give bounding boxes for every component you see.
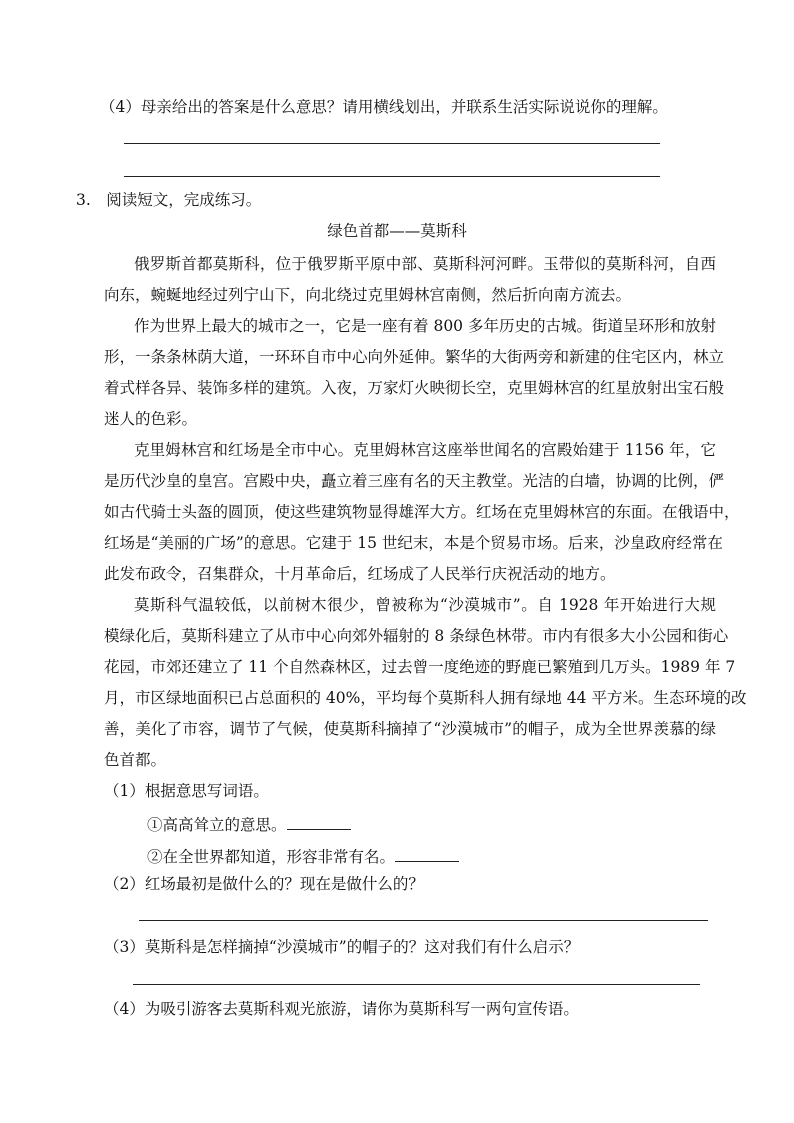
paragraph-line: 作为世界上最大的城市之一，它是一座有着 800 多年历史的古城。街道呈环形和放射	[134, 317, 716, 335]
answer-line	[124, 176, 660, 177]
prev-question-4: （4）母亲给出的答案是什么意思？请用横线划出，并联系生活实际说说你的理解。	[100, 98, 668, 116]
subquestion-4: （4）为吸引游客去莫斯科观光旅游，请你为莫斯科写一两句宣传语。	[104, 1000, 579, 1018]
paragraph-line: 月，市区绿地面积已占总面积的 40%，平均每个莫斯科人拥有绿地 44 平方米。生态环境的改	[104, 689, 747, 707]
subquestion-1b	[147, 845, 459, 867]
paragraph-line: 红场是“美丽的广场”的意思。它建于 15 世纪末，本是个贸易市场。后来，沙皇政府经常在	[104, 534, 723, 552]
subquestion-3: （3）莫斯科是怎样摘掉“沙漠城市”的帽子的？这对我们有什么启示？	[104, 938, 580, 956]
paragraph-line: 克里姆林宫和红场是全市中心。克里姆林宫这座举世闻名的宫殿始建于 1156 年，它	[134, 441, 716, 459]
subquestion-1a-text: ①高高耸立的意思。	[147, 816, 287, 834]
answer-blank[interactable]	[395, 845, 459, 862]
answer-line[interactable]	[139, 920, 708, 921]
paragraph-line: 莫斯科气温较低，以前树木很少，曾被称为“沙漠城市”。自 1928 年开始进行大规	[134, 596, 716, 614]
paragraph-line: 花园，市郊还建立了 11 个自然森林区，过去曾一度绝迹的野鹿已繁殖到几万头。1989 年 7	[104, 658, 736, 676]
subquestion-2: （2）红场最初是做什么的？现在是做什么的？	[104, 875, 424, 893]
paragraph-line: 是历代沙皇的皇宫。宫殿中央，矗立着三座有名的天主教堂。光洁的白墙，协调的比例，俨	[104, 472, 725, 490]
subquestion-1: （1）根据意思写词语。	[104, 782, 269, 800]
question-3-intro: 3. 阅读短文，完成练习。	[76, 191, 262, 209]
paragraph-line: 此发布政令，召集群众，十月革命后，红场成了人民举行庆祝活动的地方。	[104, 565, 616, 583]
paragraph-line: 善，美化了市容，调节了气候，使莫斯科摘掉了“沙漠城市”的帽子，成为全世界羡慕的绿	[104, 720, 716, 738]
paragraph-line: 色首都。	[104, 751, 167, 769]
subquestion-1b-text: ②在全世界都知道，形容非常有名。	[147, 848, 396, 866]
paragraph-line: 形，一条条林荫大道，一环环自市中心向外延伸。繁华的大街两旁和新建的住宅区内，林立	[104, 348, 725, 366]
answer-blank[interactable]	[287, 813, 351, 830]
paragraph-line: 俄罗斯首都莫斯科，位于俄罗斯平原中部、莫斯科河河畔。玉带似的莫斯科河，自西	[134, 255, 716, 273]
subquestion-1a	[147, 813, 351, 835]
passage-title: 绿色首都——莫斯科	[327, 222, 467, 240]
paragraph-line: 如古代骑士头盔的圆顶，使这些建筑物显得雄浑大方。红场在克里姆林宫的东面。在俄语中，	[104, 503, 740, 521]
answer-line	[124, 143, 660, 144]
answer-line[interactable]	[133, 984, 700, 985]
paragraph-line: 模绿化后，莫斯科建立了从市中心向郊外辐射的 8 条绿色林带。市内有很多大小公园和街心	[104, 627, 729, 645]
paragraph-line: 向东，蜿蜒地经过列宁山下，向北绕过克里姆林宫南侧，然后折向南方流去。	[104, 286, 632, 304]
paragraph-line: 着式样各异、装饰多样的建筑。入夜，万家灯火映彻长空，克里姆林宫的红星放射出宝石般	[104, 379, 725, 397]
paragraph-line: 迷人的色彩。	[104, 410, 198, 428]
